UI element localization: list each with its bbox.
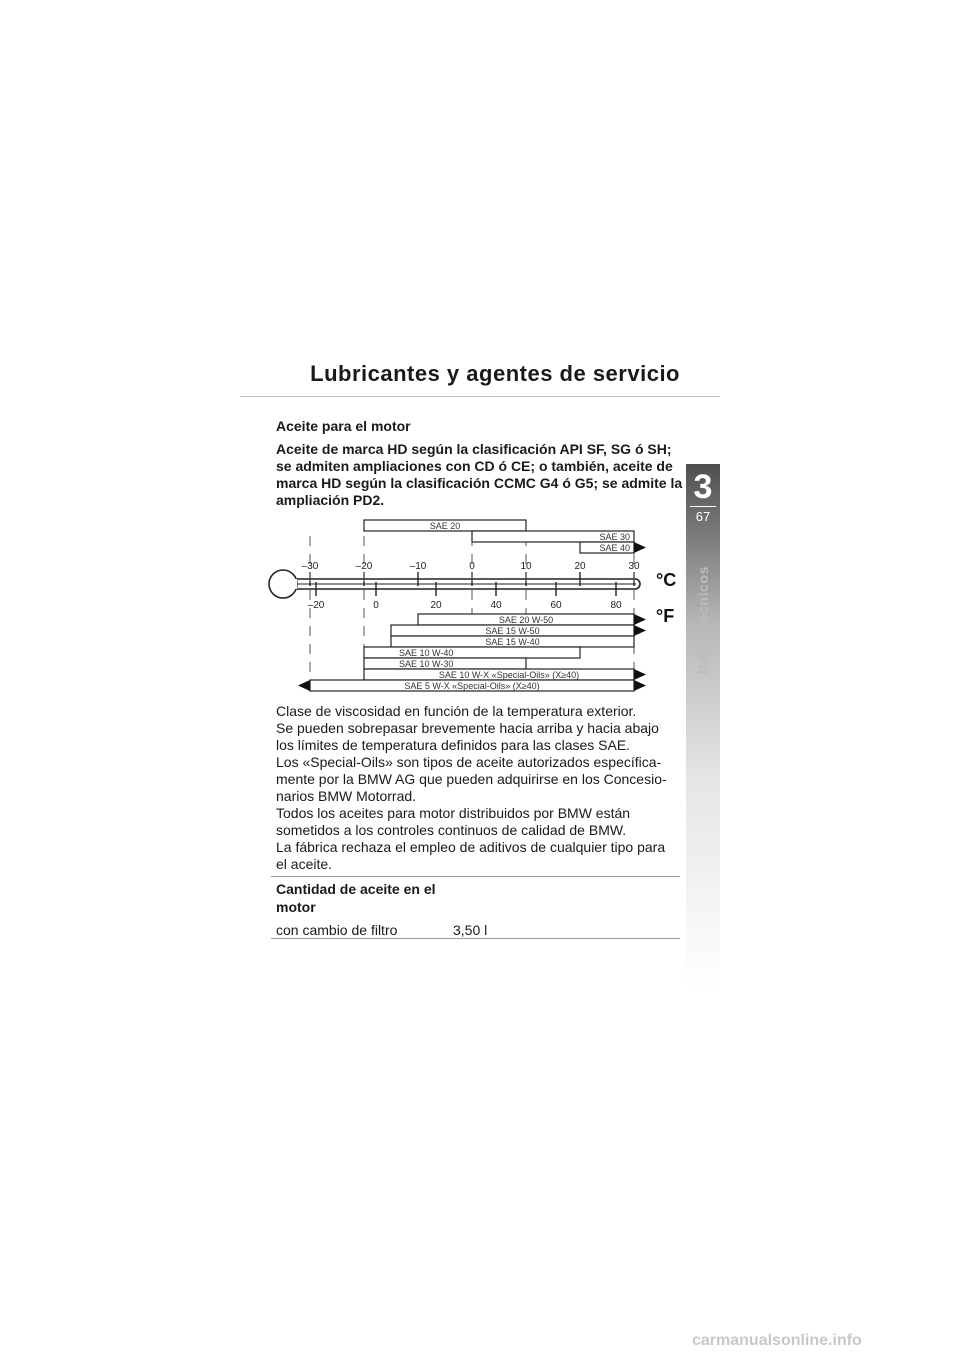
oil-quantity-label: con cambio de filtro [276, 922, 398, 938]
chapter-name: Datos técnicos [695, 566, 711, 674]
body-line: Se pueden sobrepasar brevemente hacia arriba y hacia abajo [276, 720, 659, 736]
celsius-unit: °C [656, 570, 677, 590]
range-extends-arrow [634, 669, 646, 680]
page-number: 67 [695, 509, 711, 524]
viscosity-bar-label: SAE 15 W-40 [485, 637, 540, 647]
page-title: Lubricantes y agentes de servicio [310, 361, 680, 386]
viscosity-bar-label: SAE 10 W-X «Special-Oils» (X≥40) [438, 670, 580, 680]
oil-spec-intro: Aceite de marca HD según la clasificación API SF, SG ó SH; se admiten ampliaciones con CD ó CE; o también, aceite de marca HD según la clasificación CCMC G4 ó G5; se admite la ampliación PD2. [276, 441, 683, 508]
body-text [276, 703, 686, 873]
fahrenheit-tick-label: 0 [373, 600, 379, 611]
fahrenheit-tick-label: –20 [307, 600, 325, 611]
celsius-tick-label: –10 [409, 561, 427, 572]
body-line: mente por la BMW AG que pueden adquirirse en los Concesio- [276, 771, 667, 787]
section-heading: Aceite para el motor [276, 418, 411, 434]
celsius-tick-label: 10 [520, 561, 532, 572]
viscosity-bar-label: SAE 5 W-X «Special-Oils» (X≥40) [404, 681, 540, 691]
body-line: Los «Special-Oils» son tipos de aceite autorizados específica- [276, 754, 662, 770]
viscosity-bar-label: SAE 20 W-50 [498, 615, 554, 625]
watermark: carmanualsonline.info [692, 1332, 862, 1349]
body-line: el aceite. [276, 856, 333, 872]
fahrenheit-unit: °F [656, 606, 675, 626]
viscosity-chart [268, 514, 678, 694]
chapter-number: 3 [693, 468, 713, 506]
body-line: sometidos a los controles continuos de calidad de BMW. [276, 822, 627, 838]
viscosity-bar-label: SAE 10 W-40 [399, 648, 454, 658]
celsius-tick-label: 20 [574, 561, 586, 572]
viscosity-bar-label: SAE 15 W-50 [485, 626, 540, 636]
range-extends-arrow [298, 680, 310, 691]
celsius-tick-label: –20 [355, 561, 373, 572]
celsius-tick-label: –30 [301, 561, 319, 572]
viscosity-bar-label: SAE 40 [599, 543, 630, 553]
body-line: Clase de viscosidad en función de la temperatura exterior. [276, 703, 637, 719]
table-bottom-rule [271, 938, 680, 939]
body-line: narios BMW Motorrad. [276, 788, 417, 804]
chapter-tab [686, 464, 720, 992]
fahrenheit-tick-label: 60 [550, 600, 562, 611]
fahrenheit-tick-label: 20 [430, 600, 442, 611]
thermometer-bulb [269, 570, 297, 598]
range-extends-arrow [634, 614, 646, 625]
viscosity-bar [364, 647, 580, 658]
body-line: La fábrica rechaza el empleo de aditivos de cualquier tipo para [276, 839, 666, 855]
body-line: los límites de temperatura definidos para las clases SAE. [276, 737, 631, 753]
viscosity-bar-label: SAE 20 [429, 521, 461, 531]
title-divider [240, 396, 720, 397]
chapter-number-divider [690, 506, 716, 507]
viscosity-bar-label: SAE 10 W-30 [399, 659, 454, 669]
viscosity-bar-label: SAE 30 [599, 532, 630, 542]
range-extends-arrow [634, 542, 646, 553]
table-top-rule [271, 876, 680, 877]
celsius-tick-label: 30 [628, 561, 640, 572]
range-extends-arrow [634, 680, 646, 691]
celsius-tick-label: 0 [469, 561, 475, 572]
body-line: Todos los aceites para motor distribuidos por BMW están [276, 805, 631, 821]
oil-quantity-heading: Cantidad de aceite en el motor [276, 881, 436, 915]
range-extends-arrow [634, 625, 646, 636]
fahrenheit-tick-label: 80 [610, 600, 622, 611]
oil-quantity-value: 3,50 l [453, 922, 488, 938]
fahrenheit-tick-label: 40 [490, 600, 502, 611]
